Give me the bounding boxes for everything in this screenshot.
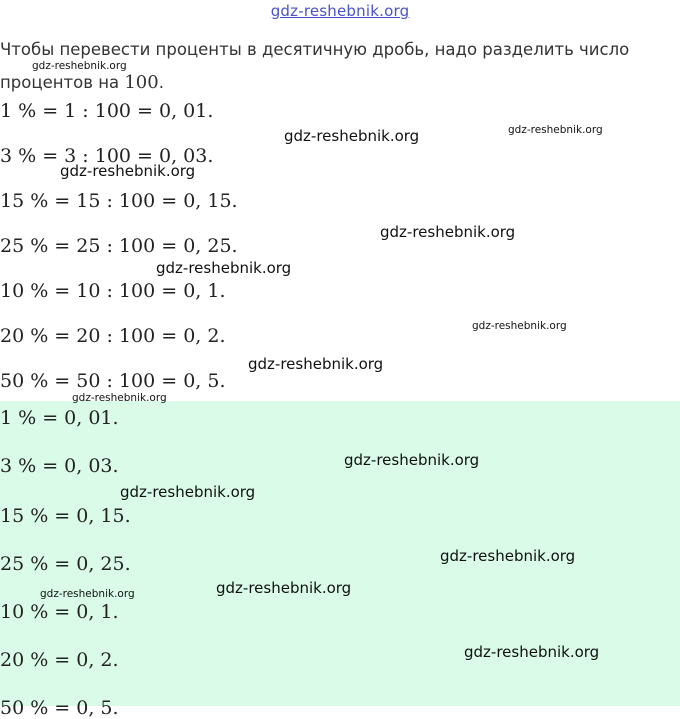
watermark: gdz-reshebnik.org — [40, 588, 135, 600]
solution-line: 3 % = 3 : 100 = 0, 03. — [0, 145, 214, 167]
watermark: gdz-reshebnik.org — [344, 451, 480, 469]
solution-line: 50 % = 50 : 100 = 0, 5. — [0, 370, 226, 392]
watermark: gdz-reshebnik.org — [156, 259, 292, 277]
solution-line: 10 % = 10 : 100 = 0, 1. — [0, 280, 226, 302]
solution-line: 25 % = 25 : 100 = 0, 25. — [0, 235, 238, 257]
watermark: gdz-reshebnik.org — [216, 579, 352, 597]
intro-end: . — [158, 73, 164, 92]
watermark: gdz-reshebnik.org — [464, 643, 600, 661]
watermark: gdz-reshebnik.org — [440, 547, 576, 565]
answer-line: 25 % = 0, 25. — [0, 553, 131, 575]
watermark: gdz-reshebnik.org — [248, 355, 384, 373]
watermark: gdz-reshebnik.org — [284, 127, 420, 145]
watermark: gdz-reshebnik.org — [380, 223, 516, 241]
answer-line: 3 % = 0, 03. — [0, 455, 119, 477]
solution-line: 20 % = 20 : 100 = 0, 2. — [0, 325, 226, 347]
answer-line: 20 % = 0, 2. — [0, 649, 119, 671]
watermark: gdz-reshebnik.org — [60, 162, 196, 180]
answer-line: 1 % = 0, 01. — [0, 407, 119, 429]
site-header-link[interactable]: gdz-reshebnik.org — [270, 2, 410, 20]
solution-line: 1 % = 1 : 100 = 0, 01. — [0, 100, 214, 122]
intro-number: 100 — [124, 72, 159, 93]
watermark: gdz-reshebnik.org — [472, 320, 567, 332]
answer-line: 50 % = 0, 5. — [0, 697, 119, 719]
watermark: gdz-reshebnik.org — [508, 124, 603, 136]
answer-line: 10 % = 0, 1. — [0, 601, 119, 623]
answer-line: 15 % = 0, 15. — [0, 505, 131, 527]
watermark: gdz-reshebnik.org — [120, 483, 256, 501]
intro-text: Чтобы перевести проценты в десятичную дробь, надо разделить число процентов на — [0, 40, 630, 92]
solution-line: 15 % = 15 : 100 = 0, 15. — [0, 190, 238, 212]
watermark: gdz-reshebnik.org — [32, 60, 127, 72]
watermark: gdz-reshebnik.org — [72, 392, 167, 404]
